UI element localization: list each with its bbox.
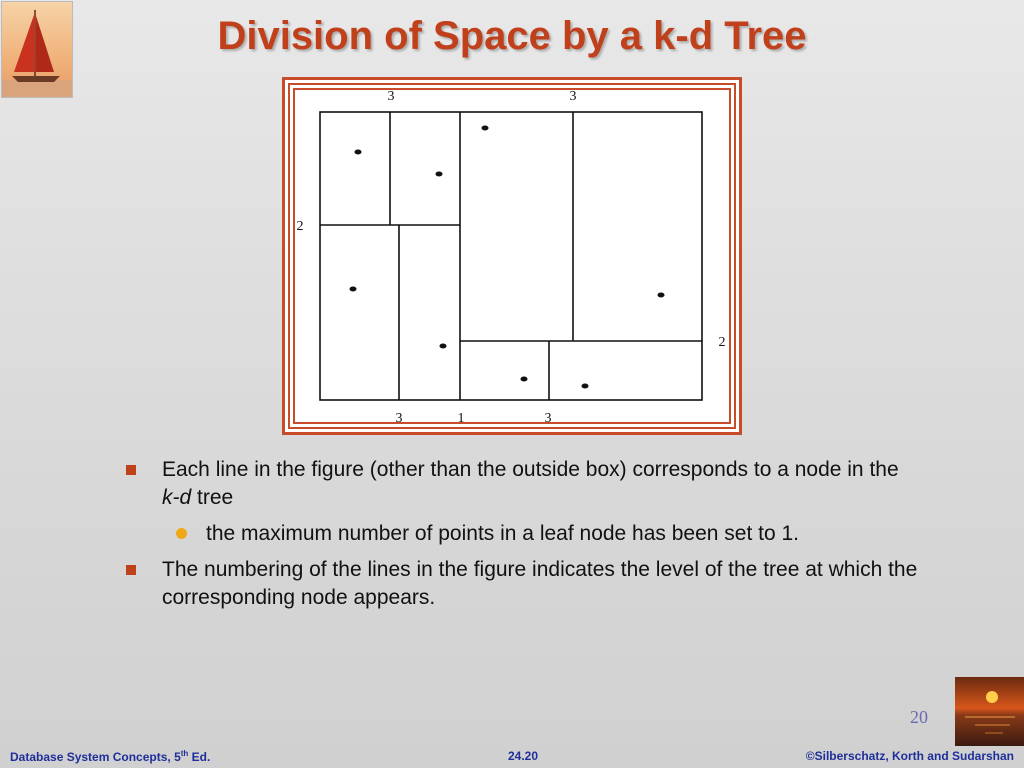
bullet-item bbox=[120, 456, 920, 512]
page-number: 20 bbox=[910, 707, 928, 727]
level-label-right: 2 bbox=[718, 335, 726, 350]
square-bullet-icon bbox=[126, 565, 136, 575]
data-point bbox=[482, 126, 489, 131]
bullet-text-pre: Each line in the figure (other than the outside box) corresponds to a node in the bbox=[162, 458, 899, 481]
level-label-top: 3 bbox=[569, 89, 577, 104]
data-point bbox=[350, 287, 357, 292]
kd-tree-figure bbox=[282, 77, 742, 435]
data-point bbox=[582, 384, 589, 389]
level-label-bottom: 3 bbox=[544, 411, 552, 426]
slide-footer bbox=[0, 747, 1024, 768]
sunset-image-icon bbox=[955, 677, 1024, 746]
bullet-text-emph: k-d bbox=[162, 486, 192, 509]
square-bullet-icon bbox=[126, 465, 136, 475]
footer-book-main: Database System Concepts, 5 bbox=[10, 750, 181, 764]
level-label-bottom: 1 bbox=[457, 411, 465, 426]
bullet-item bbox=[120, 556, 920, 612]
level-label-bottom: 3 bbox=[395, 411, 403, 426]
footer-copyright: ©Silberschatz, Korth and Sudarshan bbox=[805, 749, 1014, 763]
round-bullet-icon bbox=[176, 528, 187, 539]
data-point bbox=[355, 150, 362, 155]
level-label-top: 3 bbox=[387, 89, 395, 104]
bullet-text: The numbering of the lines in the figure indicates the level of the tree at which the corresponding node appears. bbox=[162, 558, 918, 609]
bullet-list bbox=[120, 456, 920, 620]
sub-bullet-item bbox=[120, 520, 920, 548]
data-point bbox=[658, 293, 665, 298]
bullet-text-post: tree bbox=[191, 486, 234, 509]
data-point bbox=[440, 344, 447, 349]
level-label-left: 2 bbox=[296, 219, 304, 234]
data-point bbox=[521, 377, 528, 382]
footer-book-title bbox=[10, 749, 210, 764]
data-point bbox=[436, 172, 443, 177]
outer-box bbox=[320, 112, 702, 400]
footer-book-tail: Ed. bbox=[188, 750, 211, 764]
slide-title: Division of Space by a k-d Tree bbox=[217, 14, 807, 58]
footer-book-sup: th bbox=[180, 749, 189, 758]
sub-bullet-text: the maximum number of points in a leaf node has been set to 1. bbox=[206, 522, 800, 545]
footer-slide-id: 24.20 bbox=[508, 749, 539, 763]
